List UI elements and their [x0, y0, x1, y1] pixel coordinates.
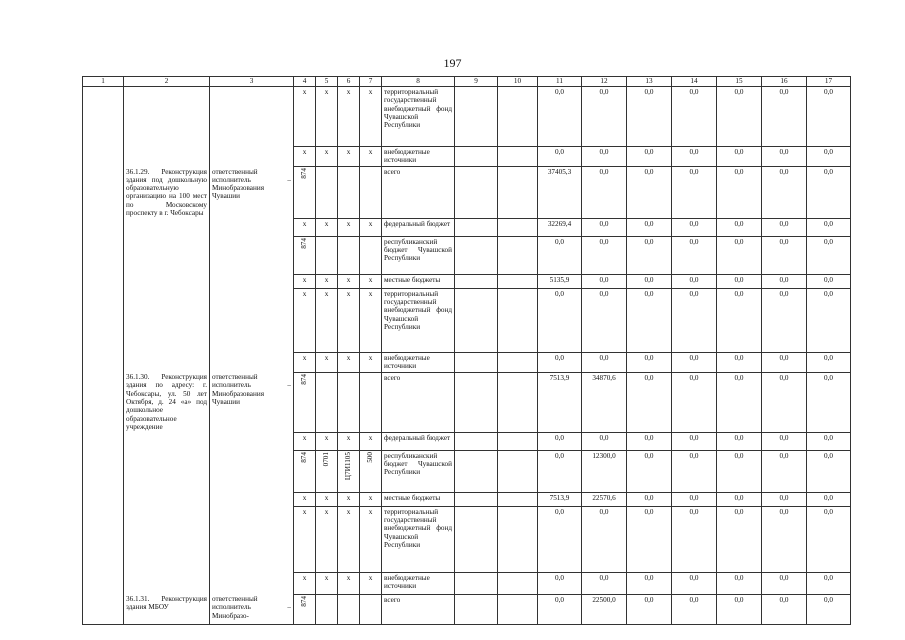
amount-cell: 0,0 [582, 218, 627, 236]
table-cell [316, 594, 338, 624]
amount-cell: 0,0 [762, 218, 807, 236]
code-placeholder: x [360, 87, 382, 147]
header-cell: 6 [338, 77, 360, 87]
amount-cell: 0,0 [672, 432, 717, 450]
amount-cell: 0,0 [807, 594, 851, 624]
table-row [83, 167, 851, 219]
code-placeholder: x [360, 352, 382, 372]
code-placeholder: x [360, 218, 382, 236]
funding-source: федеральный бюджет [382, 432, 455, 450]
code-placeholder: x [316, 432, 338, 450]
code-placeholder: x [360, 432, 382, 450]
amount-cell: 0,0 [672, 572, 717, 594]
code-placeholder: x [294, 506, 316, 572]
code-placeholder: x [338, 274, 360, 288]
table-row [83, 352, 851, 372]
header-cell: 15 [717, 77, 762, 87]
funding-source: внебюджетные источники [382, 147, 455, 167]
table-cell [83, 506, 124, 572]
code-placeholder: x [316, 147, 338, 167]
amount-cell: 0,0 [762, 594, 807, 624]
code-placeholder: x [294, 274, 316, 288]
amount-cell: 0,0 [762, 506, 807, 572]
header-cell: 5 [316, 77, 338, 87]
table-cell [498, 594, 538, 624]
amount-cell: 0,0 [672, 87, 717, 147]
table-cell [498, 572, 538, 594]
amount-cell: 34870,6 [582, 372, 627, 432]
amount-cell: 0,0 [627, 450, 672, 492]
amount-cell: 0,0 [807, 236, 851, 274]
table-cell [455, 572, 498, 594]
code-placeholder: x [294, 572, 316, 594]
code-placeholder: x [294, 492, 316, 506]
table-cell [210, 450, 294, 492]
measure-title: 36.1.29. Реконструкция здания под дошкольную образовательную организацию на 100 мест по Московскому проспекту в г. Чебоксары [124, 167, 210, 219]
code-placeholder: x [360, 147, 382, 167]
code-placeholder: x [294, 87, 316, 147]
table-cell [124, 352, 210, 372]
code-placeholder: x [338, 87, 360, 147]
amount-cell: 0,0 [717, 372, 762, 432]
table-cell [210, 506, 294, 572]
table-cell [83, 218, 124, 236]
table-cell [83, 450, 124, 492]
amount-cell: 37405,3 [538, 167, 582, 219]
code-placeholder: x [338, 506, 360, 572]
budget-code: 874 [300, 595, 309, 607]
code-placeholder: x [338, 572, 360, 594]
table-cell [360, 450, 382, 492]
funding-source: всего [382, 594, 455, 624]
code-placeholder: x [338, 288, 360, 352]
header-cell: 16 [762, 77, 807, 87]
table-cell [83, 274, 124, 288]
amount-cell: 0,0 [538, 288, 582, 352]
table-cell [338, 594, 360, 624]
amount-cell: 0,0 [717, 352, 762, 372]
funding-source: внебюджетные источники [382, 572, 455, 594]
table-cell [338, 450, 360, 492]
table-cell [210, 274, 294, 288]
funding-source: всего [382, 167, 455, 219]
header-cell: 3 [210, 77, 294, 87]
amount-cell: 12300,0 [582, 450, 627, 492]
code-placeholder: x [338, 492, 360, 506]
amount-cell: 0,0 [538, 594, 582, 624]
amount-cell: 32269,4 [538, 218, 582, 236]
table-row [83, 87, 851, 147]
responsible-executor: ответственный исполнитель – Минобразо- [210, 594, 294, 624]
code-placeholder: x [294, 432, 316, 450]
amount-cell: 0,0 [807, 492, 851, 506]
page-number: 197 [443, 56, 462, 70]
table-cell [455, 288, 498, 352]
amount-cell: 0,0 [717, 492, 762, 506]
funding-source: территориальный государственный внебюджетный фонд Чувашской Республики [382, 288, 455, 352]
table-cell [498, 432, 538, 450]
table-cell [498, 147, 538, 167]
amount-cell: 0,0 [627, 218, 672, 236]
table-cell [498, 506, 538, 572]
amount-cell: 0,0 [538, 87, 582, 147]
header-cell: 8 [382, 77, 455, 87]
amount-cell: 0,0 [538, 450, 582, 492]
amount-cell: 7513,9 [538, 492, 582, 506]
table-cell [498, 218, 538, 236]
table-cell [316, 236, 338, 274]
table-cell [455, 594, 498, 624]
header-cell: 13 [627, 77, 672, 87]
header-row [83, 77, 851, 87]
table-cell [455, 274, 498, 288]
table-row [83, 450, 851, 492]
code-placeholder: x [294, 147, 316, 167]
table-row [83, 432, 851, 450]
table-cell [360, 594, 382, 624]
funding-source: федеральный бюджет [382, 218, 455, 236]
amount-cell: 0,0 [807, 274, 851, 288]
amount-cell: 0,0 [672, 218, 717, 236]
table-cell [210, 492, 294, 506]
amount-cell: 0,0 [627, 236, 672, 274]
amount-cell: 0,0 [582, 352, 627, 372]
code-placeholder: x [360, 572, 382, 594]
header-cell: 10 [498, 77, 538, 87]
amount-cell: 0,0 [762, 236, 807, 274]
table-cell [455, 87, 498, 147]
amount-cell: 0,0 [807, 87, 851, 147]
amount-cell: 0,0 [762, 87, 807, 147]
table-cell [498, 492, 538, 506]
amount-cell: 0,0 [582, 167, 627, 219]
header-cell: 7 [360, 77, 382, 87]
budget-code: 874 [300, 237, 309, 249]
amount-cell: 0,0 [717, 274, 762, 288]
amount-cell: 0,0 [807, 372, 851, 432]
table-cell [124, 218, 210, 236]
table-cell [210, 352, 294, 372]
funding-source: республиканский бюджет Чувашской Республики [382, 450, 455, 492]
amount-cell: 0,0 [672, 372, 717, 432]
table-cell [455, 506, 498, 572]
table-cell [455, 218, 498, 236]
amount-cell: 22500,0 [582, 594, 627, 624]
table-cell [498, 372, 538, 432]
amount-cell: 0,0 [627, 87, 672, 147]
amount-cell: 0,0 [717, 506, 762, 572]
funding-source: территориальный государственный внебюджетный фонд Чувашской Республики [382, 87, 455, 147]
amount-cell: 0,0 [538, 352, 582, 372]
code-placeholder: x [338, 432, 360, 450]
amount-cell: 0,0 [672, 506, 717, 572]
budget-table [82, 76, 851, 625]
table-cell [83, 236, 124, 274]
budget-code: 0701 [322, 451, 331, 467]
amount-cell: 0,0 [538, 506, 582, 572]
table-cell [210, 288, 294, 352]
amount-cell: 0,0 [672, 167, 717, 219]
amount-cell: 0,0 [807, 572, 851, 594]
budget-code: 874 [300, 168, 309, 179]
budget-code: 874 [300, 373, 309, 385]
table-cell [83, 432, 124, 450]
amount-cell: 0,0 [717, 288, 762, 352]
amount-cell: 0,0 [807, 167, 851, 219]
amount-cell: 0,0 [582, 147, 627, 167]
table-cell [360, 236, 382, 274]
amount-cell: 0,0 [538, 147, 582, 167]
header-cell: 14 [672, 77, 717, 87]
code-placeholder: x [316, 218, 338, 236]
code-placeholder: x [294, 352, 316, 372]
amount-cell: 0,0 [627, 506, 672, 572]
amount-cell: 0,0 [672, 274, 717, 288]
code-placeholder: x [316, 288, 338, 352]
code-placeholder: x [316, 506, 338, 572]
table-row [83, 372, 851, 432]
table-cell [124, 236, 210, 274]
amount-cell: 0,0 [538, 572, 582, 594]
header-cell: 2 [124, 77, 210, 87]
table-cell [83, 87, 124, 147]
amount-cell: 0,0 [717, 167, 762, 219]
table-cell [83, 352, 124, 372]
amount-cell: 0,0 [717, 218, 762, 236]
table-cell [210, 432, 294, 450]
table-cell [498, 167, 538, 219]
code-placeholder: x [294, 218, 316, 236]
table-cell [316, 372, 338, 432]
table-cell [83, 594, 124, 624]
funding-source: внебюджетные источники [382, 352, 455, 372]
code-placeholder: x [360, 492, 382, 506]
amount-cell: 22570,6 [582, 492, 627, 506]
amount-cell: 0,0 [717, 450, 762, 492]
table-cell [338, 236, 360, 274]
funding-source: местные бюджеты [382, 274, 455, 288]
table-cell [83, 372, 124, 432]
table-row [83, 572, 851, 594]
table-cell [124, 572, 210, 594]
funding-source: территориальный государственный внебюджетный фонд Чувашской Республики [382, 506, 455, 572]
amount-cell: 5135,9 [538, 274, 582, 288]
amount-cell: 0,0 [627, 147, 672, 167]
code-placeholder: x [316, 352, 338, 372]
amount-cell: 0,0 [672, 236, 717, 274]
amount-cell: 0,0 [627, 492, 672, 506]
amount-cell: 0,0 [627, 274, 672, 288]
amount-cell: 0,0 [627, 572, 672, 594]
header-cell: 9 [455, 77, 498, 87]
amount-cell: 0,0 [717, 147, 762, 167]
table-cell [338, 167, 360, 219]
header-cell: 4 [294, 77, 316, 87]
measure-title: 36.1.30. Реконструкция здания по адресу: г. Чебоксары, ул. 50 лет Октября, д. 24 «а» под дошкольное образовательное учреждение [124, 372, 210, 432]
table-cell [338, 372, 360, 432]
responsible-executor: ответственный исполнитель – Минобразования Чувашии [210, 167, 294, 219]
table-cell [83, 288, 124, 352]
budget-code: Ц7И1105 [344, 451, 353, 480]
table-cell [455, 372, 498, 432]
table-row [83, 492, 851, 506]
amount-cell: 0,0 [717, 87, 762, 147]
table-cell [294, 372, 316, 432]
table-cell [210, 87, 294, 147]
code-placeholder: x [338, 352, 360, 372]
budget-code: 874 [300, 451, 309, 463]
funding-source: всего [382, 372, 455, 432]
table-cell [498, 87, 538, 147]
table-cell [455, 492, 498, 506]
amount-cell: 0,0 [672, 594, 717, 624]
amount-cell: 0,0 [627, 167, 672, 219]
amount-cell: 0,0 [582, 432, 627, 450]
amount-cell: 0,0 [762, 372, 807, 432]
table-row [83, 288, 851, 352]
code-placeholder: x [316, 492, 338, 506]
amount-cell: 0,0 [627, 432, 672, 450]
table-cell [124, 492, 210, 506]
table-cell [294, 167, 316, 219]
measure-title: 36.1.31. Реконструкция здания МБОУ [124, 594, 210, 624]
amount-cell: 0,0 [627, 372, 672, 432]
table-cell [498, 236, 538, 274]
table-cell [498, 352, 538, 372]
amount-cell: 7513,9 [538, 372, 582, 432]
table-cell [83, 492, 124, 506]
table-cell [210, 236, 294, 274]
code-placeholder: x [338, 147, 360, 167]
amount-cell: 0,0 [717, 572, 762, 594]
amount-cell: 0,0 [582, 236, 627, 274]
table-cell [455, 147, 498, 167]
amount-cell: 0,0 [807, 147, 851, 167]
amount-cell: 0,0 [762, 274, 807, 288]
amount-cell: 0,0 [582, 572, 627, 594]
header-cell: 12 [582, 77, 627, 87]
amount-cell: 0,0 [717, 594, 762, 624]
table-cell [124, 450, 210, 492]
responsible-executor: ответственный исполнитель – Минобразования Чувашии [210, 372, 294, 432]
amount-cell: 0,0 [807, 218, 851, 236]
table-cell [498, 450, 538, 492]
amount-cell: 0,0 [582, 288, 627, 352]
table-cell [83, 572, 124, 594]
table-row [83, 147, 851, 167]
amount-cell: 0,0 [807, 432, 851, 450]
table-cell [455, 432, 498, 450]
table-cell [210, 147, 294, 167]
code-placeholder: x [338, 218, 360, 236]
table-cell [124, 432, 210, 450]
amount-cell: 0,0 [672, 450, 717, 492]
amount-cell: 0,0 [672, 288, 717, 352]
table-row [83, 274, 851, 288]
amount-cell: 0,0 [627, 594, 672, 624]
funding-source: местные бюджеты [382, 492, 455, 506]
code-placeholder: x [360, 274, 382, 288]
amount-cell: 0,0 [762, 572, 807, 594]
budget-code: 500 [366, 451, 375, 463]
table-cell [498, 274, 538, 288]
amount-cell: 0,0 [582, 274, 627, 288]
code-placeholder: x [316, 87, 338, 147]
table-cell [455, 352, 498, 372]
amount-cell: 0,0 [538, 432, 582, 450]
table-cell [83, 167, 124, 219]
amount-cell: 0,0 [807, 506, 851, 572]
code-placeholder: x [316, 274, 338, 288]
amount-cell: 0,0 [717, 236, 762, 274]
amount-cell: 0,0 [582, 87, 627, 147]
table-cell [83, 147, 124, 167]
amount-cell: 0,0 [807, 352, 851, 372]
amount-cell: 0,0 [762, 492, 807, 506]
amount-cell: 0,0 [762, 147, 807, 167]
header-cell: 11 [538, 77, 582, 87]
table-cell [294, 594, 316, 624]
table-cell [210, 572, 294, 594]
table-cell [360, 372, 382, 432]
table-cell [455, 167, 498, 219]
table-cell [124, 274, 210, 288]
table-cell [455, 450, 498, 492]
funding-source: республиканский бюджет Чувашской Республики [382, 236, 455, 274]
amount-cell: 0,0 [762, 288, 807, 352]
table-row [83, 218, 851, 236]
header-cell: 1 [83, 77, 124, 87]
amount-cell: 0,0 [538, 236, 582, 274]
code-placeholder: x [360, 288, 382, 352]
code-placeholder: x [360, 506, 382, 572]
amount-cell: 0,0 [672, 147, 717, 167]
table-cell [316, 450, 338, 492]
table-cell [124, 506, 210, 572]
header-cell: 17 [807, 77, 851, 87]
table-cell [455, 236, 498, 274]
table-cell [294, 450, 316, 492]
amount-cell: 0,0 [627, 352, 672, 372]
table-row [83, 236, 851, 274]
amount-cell: 0,0 [582, 506, 627, 572]
table-cell [124, 288, 210, 352]
amount-cell: 0,0 [672, 492, 717, 506]
amount-cell: 0,0 [717, 432, 762, 450]
amount-cell: 0,0 [762, 167, 807, 219]
table-row [83, 506, 851, 572]
table-cell [360, 167, 382, 219]
amount-cell: 0,0 [807, 288, 851, 352]
table-cell [316, 167, 338, 219]
table-row [83, 594, 851, 624]
code-placeholder: x [294, 288, 316, 352]
amount-cell: 0,0 [807, 450, 851, 492]
amount-cell: 0,0 [762, 450, 807, 492]
table-cell [294, 236, 316, 274]
amount-cell: 0,0 [762, 432, 807, 450]
code-placeholder: x [316, 572, 338, 594]
amount-cell: 0,0 [762, 352, 807, 372]
table-cell [210, 218, 294, 236]
table-cell [124, 87, 210, 147]
table-cell [498, 288, 538, 352]
amount-cell: 0,0 [627, 288, 672, 352]
table-cell [124, 147, 210, 167]
amount-cell: 0,0 [672, 352, 717, 372]
